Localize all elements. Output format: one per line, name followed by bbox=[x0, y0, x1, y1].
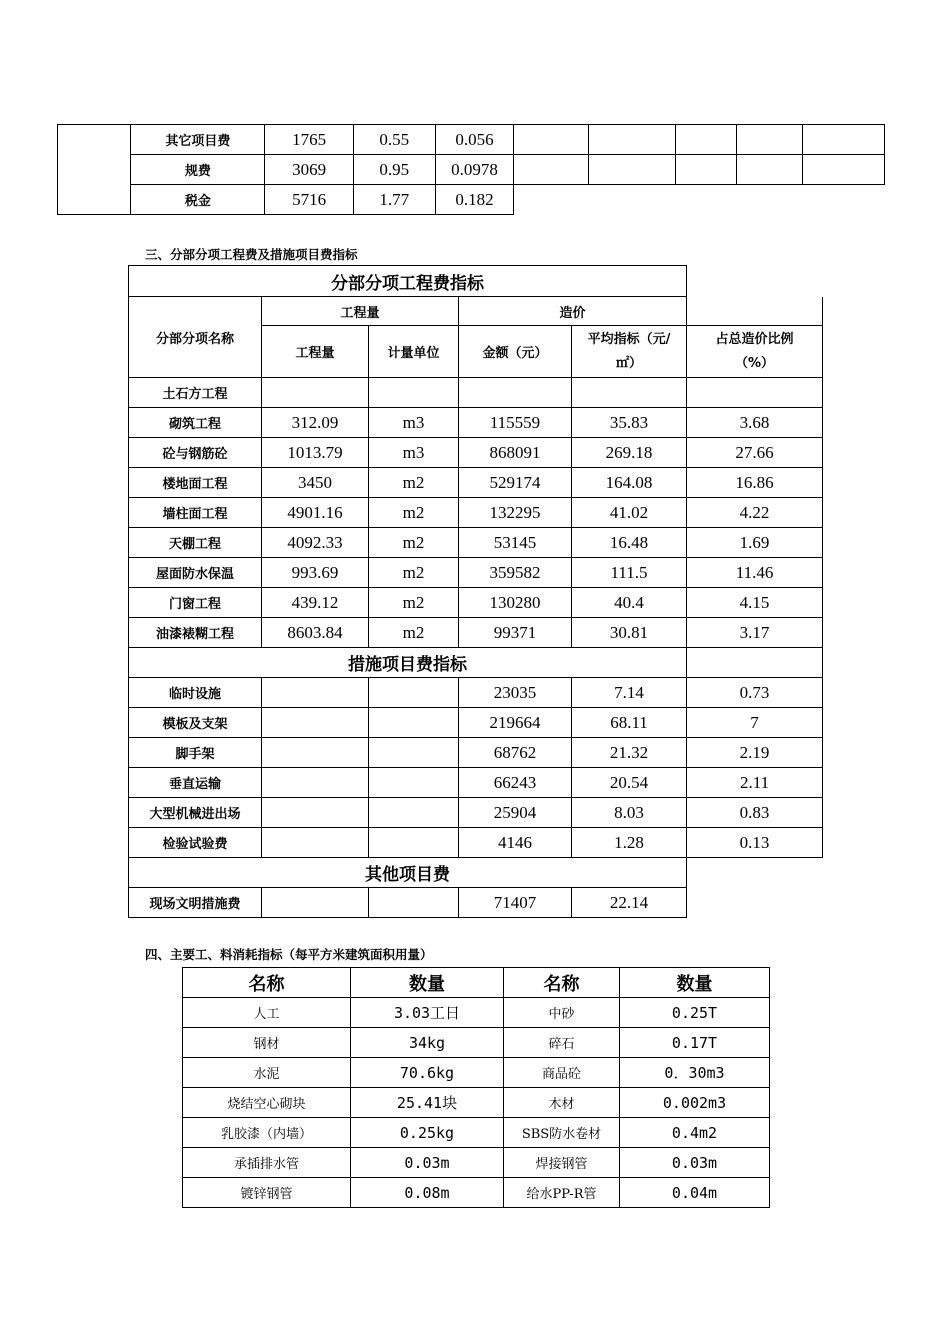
fee-row-avg: 40.4 bbox=[572, 588, 687, 618]
material-qty: 0.04m bbox=[620, 1178, 770, 1208]
measure-row bbox=[129, 798, 823, 828]
col-header-qty: 工程量 bbox=[262, 326, 369, 378]
top-cost-table bbox=[57, 124, 885, 215]
col-header-ratio bbox=[687, 326, 823, 378]
material-qty: 0.03m bbox=[620, 1148, 770, 1178]
fee-row-avg: 30.81 bbox=[572, 618, 687, 648]
material-row bbox=[183, 998, 770, 1028]
material-qty: 0.08m bbox=[351, 1178, 504, 1208]
empty-cell bbox=[802, 125, 884, 155]
material-header-qty: 数量 bbox=[620, 968, 770, 998]
fee-row bbox=[129, 558, 823, 588]
fee-row-ratio: 3.17 bbox=[687, 618, 823, 648]
empty-cell bbox=[369, 738, 459, 768]
col-header-unit: 计量单位 bbox=[369, 326, 459, 378]
merged-category-cell bbox=[58, 125, 131, 215]
other-row-name: 现场文明措施费 bbox=[129, 888, 262, 918]
fee-row bbox=[129, 588, 823, 618]
group-header-cost: 造价 bbox=[459, 297, 687, 326]
fee-row-ratio: 4.15 bbox=[687, 588, 823, 618]
section-3-title: 三、分部分项工程费及措施项目费指标 bbox=[145, 247, 358, 262]
fee-row-ratio: 11.46 bbox=[687, 558, 823, 588]
fee-row-unit: m3 bbox=[369, 408, 459, 438]
row-amount: 1765 bbox=[265, 125, 353, 155]
material-row bbox=[183, 1118, 770, 1148]
measure-row-avg: 7.14 bbox=[572, 678, 687, 708]
material-qty: 3.03工日 bbox=[351, 998, 504, 1028]
measure-row bbox=[129, 708, 823, 738]
measure-row-avg: 8.03 bbox=[572, 798, 687, 828]
empty-cell bbox=[262, 828, 369, 858]
empty-cell bbox=[262, 738, 369, 768]
empty-cell bbox=[514, 125, 589, 155]
fee-row bbox=[129, 408, 823, 438]
empty-cell bbox=[369, 798, 459, 828]
measure-row-name: 大型机械进出场 bbox=[129, 798, 262, 828]
material-qty: 0.03m bbox=[351, 1148, 504, 1178]
material-name: 镀锌钢管 bbox=[183, 1178, 351, 1208]
material-name: 乳胶漆（内墙） bbox=[183, 1118, 351, 1148]
measure-row-name: 模板及支架 bbox=[129, 708, 262, 738]
row-name: 税金 bbox=[131, 185, 265, 215]
fee-row-ratio: 3.68 bbox=[687, 408, 823, 438]
section-4-title: 四、主要工、料消耗指标（每平方米建筑面积用量） bbox=[145, 947, 433, 962]
material-qty: 0.4m2 bbox=[620, 1118, 770, 1148]
empty-cell bbox=[676, 125, 736, 155]
other-row-avg: 22.14 bbox=[572, 888, 687, 918]
measure-row-amount: 4146 bbox=[459, 828, 572, 858]
fee-row-amount: 130280 bbox=[459, 588, 572, 618]
measure-row-avg: 1.28 bbox=[572, 828, 687, 858]
material-qty: 25.41块 bbox=[351, 1088, 504, 1118]
fee-row-name: 砼与钢筋砼 bbox=[129, 438, 262, 468]
empty-cell bbox=[369, 678, 459, 708]
empty-cell bbox=[262, 678, 369, 708]
material-qty: 70.6kg bbox=[351, 1058, 504, 1088]
fee-row-amount: 99371 bbox=[459, 618, 572, 648]
fee-row-avg: 111.5 bbox=[572, 558, 687, 588]
measure-row-ratio: 2.11 bbox=[687, 768, 823, 798]
material-name: 商品砼 bbox=[504, 1058, 620, 1088]
fee-row-unit: m2 bbox=[369, 528, 459, 558]
fee-row-amount: 529174 bbox=[459, 468, 572, 498]
group-header-quantity: 工程量 bbox=[262, 297, 459, 326]
material-name: 焊接钢管 bbox=[504, 1148, 620, 1178]
fee-row-name: 油漆裱糊工程 bbox=[129, 618, 262, 648]
material-name: 烧结空心砌块 bbox=[183, 1088, 351, 1118]
fee-row-ratio: 4.22 bbox=[687, 498, 823, 528]
empty-cell bbox=[369, 768, 459, 798]
material-header-name: 名称 bbox=[183, 968, 351, 998]
row-index: 0.55 bbox=[353, 125, 435, 155]
material-qty: 0.25T bbox=[620, 998, 770, 1028]
measure-row-amount: 68762 bbox=[459, 738, 572, 768]
measure-row-ratio: 0.83 bbox=[687, 798, 823, 828]
material-name: 中砂 bbox=[504, 998, 620, 1028]
measure-row-amount: 219664 bbox=[459, 708, 572, 738]
measure-row bbox=[129, 738, 823, 768]
material-qty: 0．30m3 bbox=[620, 1058, 770, 1088]
empty-cell bbox=[802, 155, 884, 185]
fee-row-ratio: 1.69 bbox=[687, 528, 823, 558]
fee-row-unit: m3 bbox=[369, 438, 459, 468]
measure-row-avg: 20.54 bbox=[572, 768, 687, 798]
material-row bbox=[183, 1088, 770, 1118]
fee-row-ratio bbox=[687, 378, 823, 408]
fee-row-avg: 41.02 bbox=[572, 498, 687, 528]
col-header-ratio-line2: （%） bbox=[735, 355, 775, 371]
col-header-avg-line2: ㎡） bbox=[616, 355, 643, 371]
fee-row-ratio: 16.86 bbox=[687, 468, 823, 498]
measure-row-name: 临时设施 bbox=[129, 678, 262, 708]
fee-row-name: 屋面防水保温 bbox=[129, 558, 262, 588]
row-name: 其它项目费 bbox=[131, 125, 265, 155]
fee-row-amount: 53145 bbox=[459, 528, 572, 558]
fee-row-name: 楼地面工程 bbox=[129, 468, 262, 498]
empty-cell bbox=[262, 798, 369, 828]
other-row-amount: 71407 bbox=[459, 888, 572, 918]
fee-row-name: 墙柱面工程 bbox=[129, 498, 262, 528]
col-header-avg bbox=[572, 326, 687, 378]
empty-cell bbox=[589, 155, 676, 185]
measure-row-ratio: 2.19 bbox=[687, 738, 823, 768]
material-name: 水泥 bbox=[183, 1058, 351, 1088]
measure-row-name: 检验试验费 bbox=[129, 828, 262, 858]
empty-cell bbox=[262, 708, 369, 738]
material-name: 给水PP-R管 bbox=[504, 1178, 620, 1208]
col-header-name: 分部分项名称 bbox=[129, 297, 262, 378]
row-name: 规费 bbox=[131, 155, 265, 185]
row-amount: 3069 bbox=[265, 155, 353, 185]
measure-row-amount: 25904 bbox=[459, 798, 572, 828]
fee-row-qty: 8603.84 bbox=[262, 618, 369, 648]
material-row bbox=[183, 1058, 770, 1088]
measure-row-ratio: 0.13 bbox=[687, 828, 823, 858]
fee-row-name: 土石方工程 bbox=[129, 378, 262, 408]
fee-row-avg: 16.48 bbox=[572, 528, 687, 558]
material-name: 碎石 bbox=[504, 1028, 620, 1058]
other-title: 其他项目费 bbox=[129, 858, 687, 888]
material-qty: 0.17T bbox=[620, 1028, 770, 1058]
empty-cell bbox=[369, 828, 459, 858]
material-qty: 34kg bbox=[351, 1028, 504, 1058]
measure-row-ratio: 7 bbox=[687, 708, 823, 738]
fee-row-avg: 164.08 bbox=[572, 468, 687, 498]
material-row bbox=[183, 1028, 770, 1058]
fee-row bbox=[129, 528, 823, 558]
empty-cell bbox=[589, 125, 676, 155]
fee-row-unit bbox=[369, 378, 459, 408]
fee-row-unit: m2 bbox=[369, 468, 459, 498]
fee-row-amount: 868091 bbox=[459, 438, 572, 468]
fee-row-unit: m2 bbox=[369, 588, 459, 618]
fee-row bbox=[129, 468, 823, 498]
measure-row-avg: 21.32 bbox=[572, 738, 687, 768]
fee-row-avg: 35.83 bbox=[572, 408, 687, 438]
fee-row bbox=[129, 438, 823, 468]
fee-row-amount: 115559 bbox=[459, 408, 572, 438]
fee-table-title: 分部分项工程费指标 bbox=[129, 266, 687, 297]
material-table bbox=[182, 967, 770, 1208]
material-name: 钢材 bbox=[183, 1028, 351, 1058]
fee-row-unit: m2 bbox=[369, 558, 459, 588]
material-name: 人工 bbox=[183, 998, 351, 1028]
fee-row-amount bbox=[459, 378, 572, 408]
material-name: SBS防水卷材 bbox=[504, 1118, 620, 1148]
measure-row-ratio: 0.73 bbox=[687, 678, 823, 708]
col-header-avg-line1: 平均指标（元/ bbox=[587, 331, 671, 347]
empty-cell bbox=[736, 125, 802, 155]
material-qty: 0.25kg bbox=[351, 1118, 504, 1148]
empty-cell bbox=[514, 155, 589, 185]
fee-row-unit: m2 bbox=[369, 498, 459, 528]
empty-cell bbox=[262, 888, 369, 918]
material-row bbox=[183, 1148, 770, 1178]
fee-row-amount: 359582 bbox=[459, 558, 572, 588]
fee-row-avg: 269.18 bbox=[572, 438, 687, 468]
empty-cell bbox=[676, 155, 736, 185]
fee-row-avg bbox=[572, 378, 687, 408]
measure-row-amount: 66243 bbox=[459, 768, 572, 798]
fee-row bbox=[129, 618, 823, 648]
fee-row-name: 门窗工程 bbox=[129, 588, 262, 618]
col-header-amount: 金额（元） bbox=[459, 326, 572, 378]
fee-row-qty: 993.69 bbox=[262, 558, 369, 588]
fee-row-qty: 439.12 bbox=[262, 588, 369, 618]
measure-row-name: 脚手架 bbox=[129, 738, 262, 768]
measure-row bbox=[129, 768, 823, 798]
fee-row-qty bbox=[262, 378, 369, 408]
measure-row-name: 垂直运输 bbox=[129, 768, 262, 798]
measure-row-avg: 68.11 bbox=[572, 708, 687, 738]
measure-row bbox=[129, 678, 823, 708]
empty-cell bbox=[369, 708, 459, 738]
fee-row-name: 砌筑工程 bbox=[129, 408, 262, 438]
row-index: 0.95 bbox=[353, 155, 435, 185]
row-index: 1.77 bbox=[353, 185, 435, 215]
measure-row-amount: 23035 bbox=[459, 678, 572, 708]
empty-cell bbox=[262, 768, 369, 798]
material-header-qty: 数量 bbox=[351, 968, 504, 998]
measures-title: 措施项目费指标 bbox=[129, 648, 687, 678]
fee-row bbox=[129, 498, 823, 528]
material-name: 承插排水管 bbox=[183, 1148, 351, 1178]
fee-row-qty: 312.09 bbox=[262, 408, 369, 438]
fee-row-name: 天棚工程 bbox=[129, 528, 262, 558]
measure-row bbox=[129, 828, 823, 858]
fee-row-qty: 1013.79 bbox=[262, 438, 369, 468]
fee-row-qty: 3450 bbox=[262, 468, 369, 498]
col-header-ratio-line1: 占总造价比例 bbox=[715, 331, 794, 347]
fee-row-unit: m2 bbox=[369, 618, 459, 648]
material-name: 木材 bbox=[504, 1088, 620, 1118]
empty-cell bbox=[369, 888, 459, 918]
fee-indicator-table bbox=[128, 265, 823, 918]
fee-row-qty: 4092.33 bbox=[262, 528, 369, 558]
fee-row-qty: 4901.16 bbox=[262, 498, 369, 528]
fee-row-amount: 132295 bbox=[459, 498, 572, 528]
row-ratio: 0.0978 bbox=[435, 155, 513, 185]
material-header-name: 名称 bbox=[504, 968, 620, 998]
row-amount: 5716 bbox=[265, 185, 353, 215]
empty-cell bbox=[736, 155, 802, 185]
fee-row bbox=[129, 378, 823, 408]
material-row bbox=[183, 1178, 770, 1208]
fee-row-ratio: 27.66 bbox=[687, 438, 823, 468]
row-ratio: 0.056 bbox=[435, 125, 513, 155]
material-qty: 0.002m3 bbox=[620, 1088, 770, 1118]
row-ratio: 0.182 bbox=[435, 185, 513, 215]
